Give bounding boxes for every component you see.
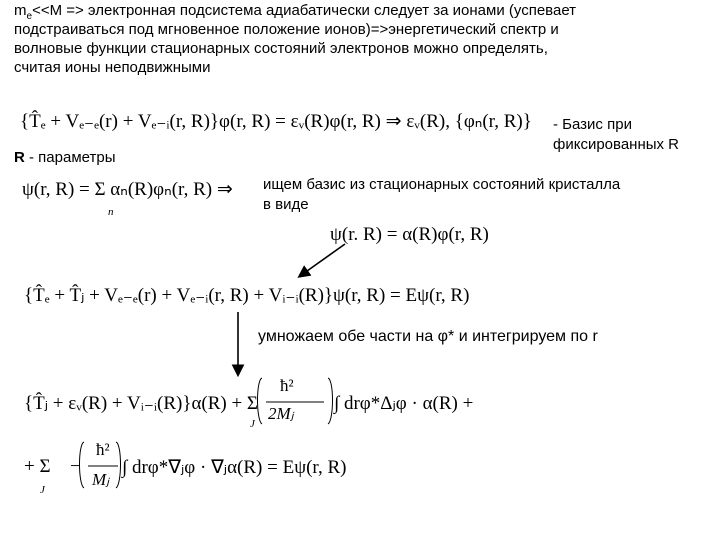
equation-ansatz: ψ(r. R) = α(R)φ(r, R) (330, 224, 489, 245)
eq1-arrow: ⇒ (385, 111, 402, 132)
eq5-part2: ∫ drφ*Δⱼφ · α(R) + (334, 393, 474, 414)
eq6-part1: + Σ (24, 456, 51, 477)
intro-line-1: $m_e<<M$ => электронная подсистема адиабатически следует за ионами (успевает (14, 2, 577, 22)
eq2-arrow: ⇒ (216, 179, 233, 200)
eq1-right: εᵥ(R), {φₙ(r, R)} (406, 111, 532, 132)
eq6-minus: − (70, 456, 81, 477)
eq6-sum-index: J (40, 484, 45, 496)
intro-line-4: считая ионы неподвижными (14, 59, 211, 76)
intro-line-2: подстраиваться под мгновенное положение ионов)=>энергетический спектр и (14, 21, 559, 38)
basis-note-line-1: - Базис при (553, 116, 632, 133)
eq5-fraction-numerator: ħ² (280, 376, 294, 395)
arrow-to-hamiltonian (300, 244, 345, 276)
eq2-left: ψ(r, R) = Σ αₙ(R)φₙ(r, R) (22, 179, 213, 200)
eq6-right-paren (116, 442, 121, 488)
search-note-line-2: в виде (263, 196, 309, 213)
eq5-sum-index: J (250, 418, 255, 430)
basis-note-line-2: фиксированных R (553, 136, 680, 153)
eq5-part1: {T̂ⱼ + εᵥ(R) + Vᵢ₋ᵢ(R)}α(R) + Σ (24, 393, 258, 414)
eq5-right-paren (328, 378, 333, 424)
eq6-part2: ∫ drφ*∇ⱼφ · ∇ⱼα(R) = Eψ(r, R) (122, 457, 347, 478)
intro-line-3: волновые функции стационарных состояний электронов можно определять, (14, 40, 548, 57)
equation-full-hamiltonian: {T̂ₑ + T̂ⱼ + Vₑ₋ₑ(r) + Vₑ₋ᵢ(r, R) + Vᵢ₋ᵢ(R)}ψ(r, R) = Eψ(r, R) (24, 285, 470, 306)
multiply-note: умножаем обе части на φ* и интегрируем по r (258, 328, 598, 345)
eq5-left-paren (258, 378, 263, 424)
eq1-left: {T̂ₑ + Vₑ₋ₑ(r) + Vₑ₋ᵢ(r, R)}φ(r, R) = εᵥ(R)φ(r, R) (20, 111, 381, 132)
params-label: R - параметры (14, 149, 116, 166)
search-note-line-1: ищем базис из стационарных состояний кристалла (263, 176, 621, 193)
eq5-fraction-denominator: 2Mⱼ (268, 404, 294, 423)
eq6-fraction-numerator: ħ² (96, 440, 110, 459)
eq2-sum-index: n (108, 206, 114, 218)
eq6-fraction-denominator: Mⱼ (92, 470, 110, 489)
eq6-left-paren (80, 442, 85, 488)
